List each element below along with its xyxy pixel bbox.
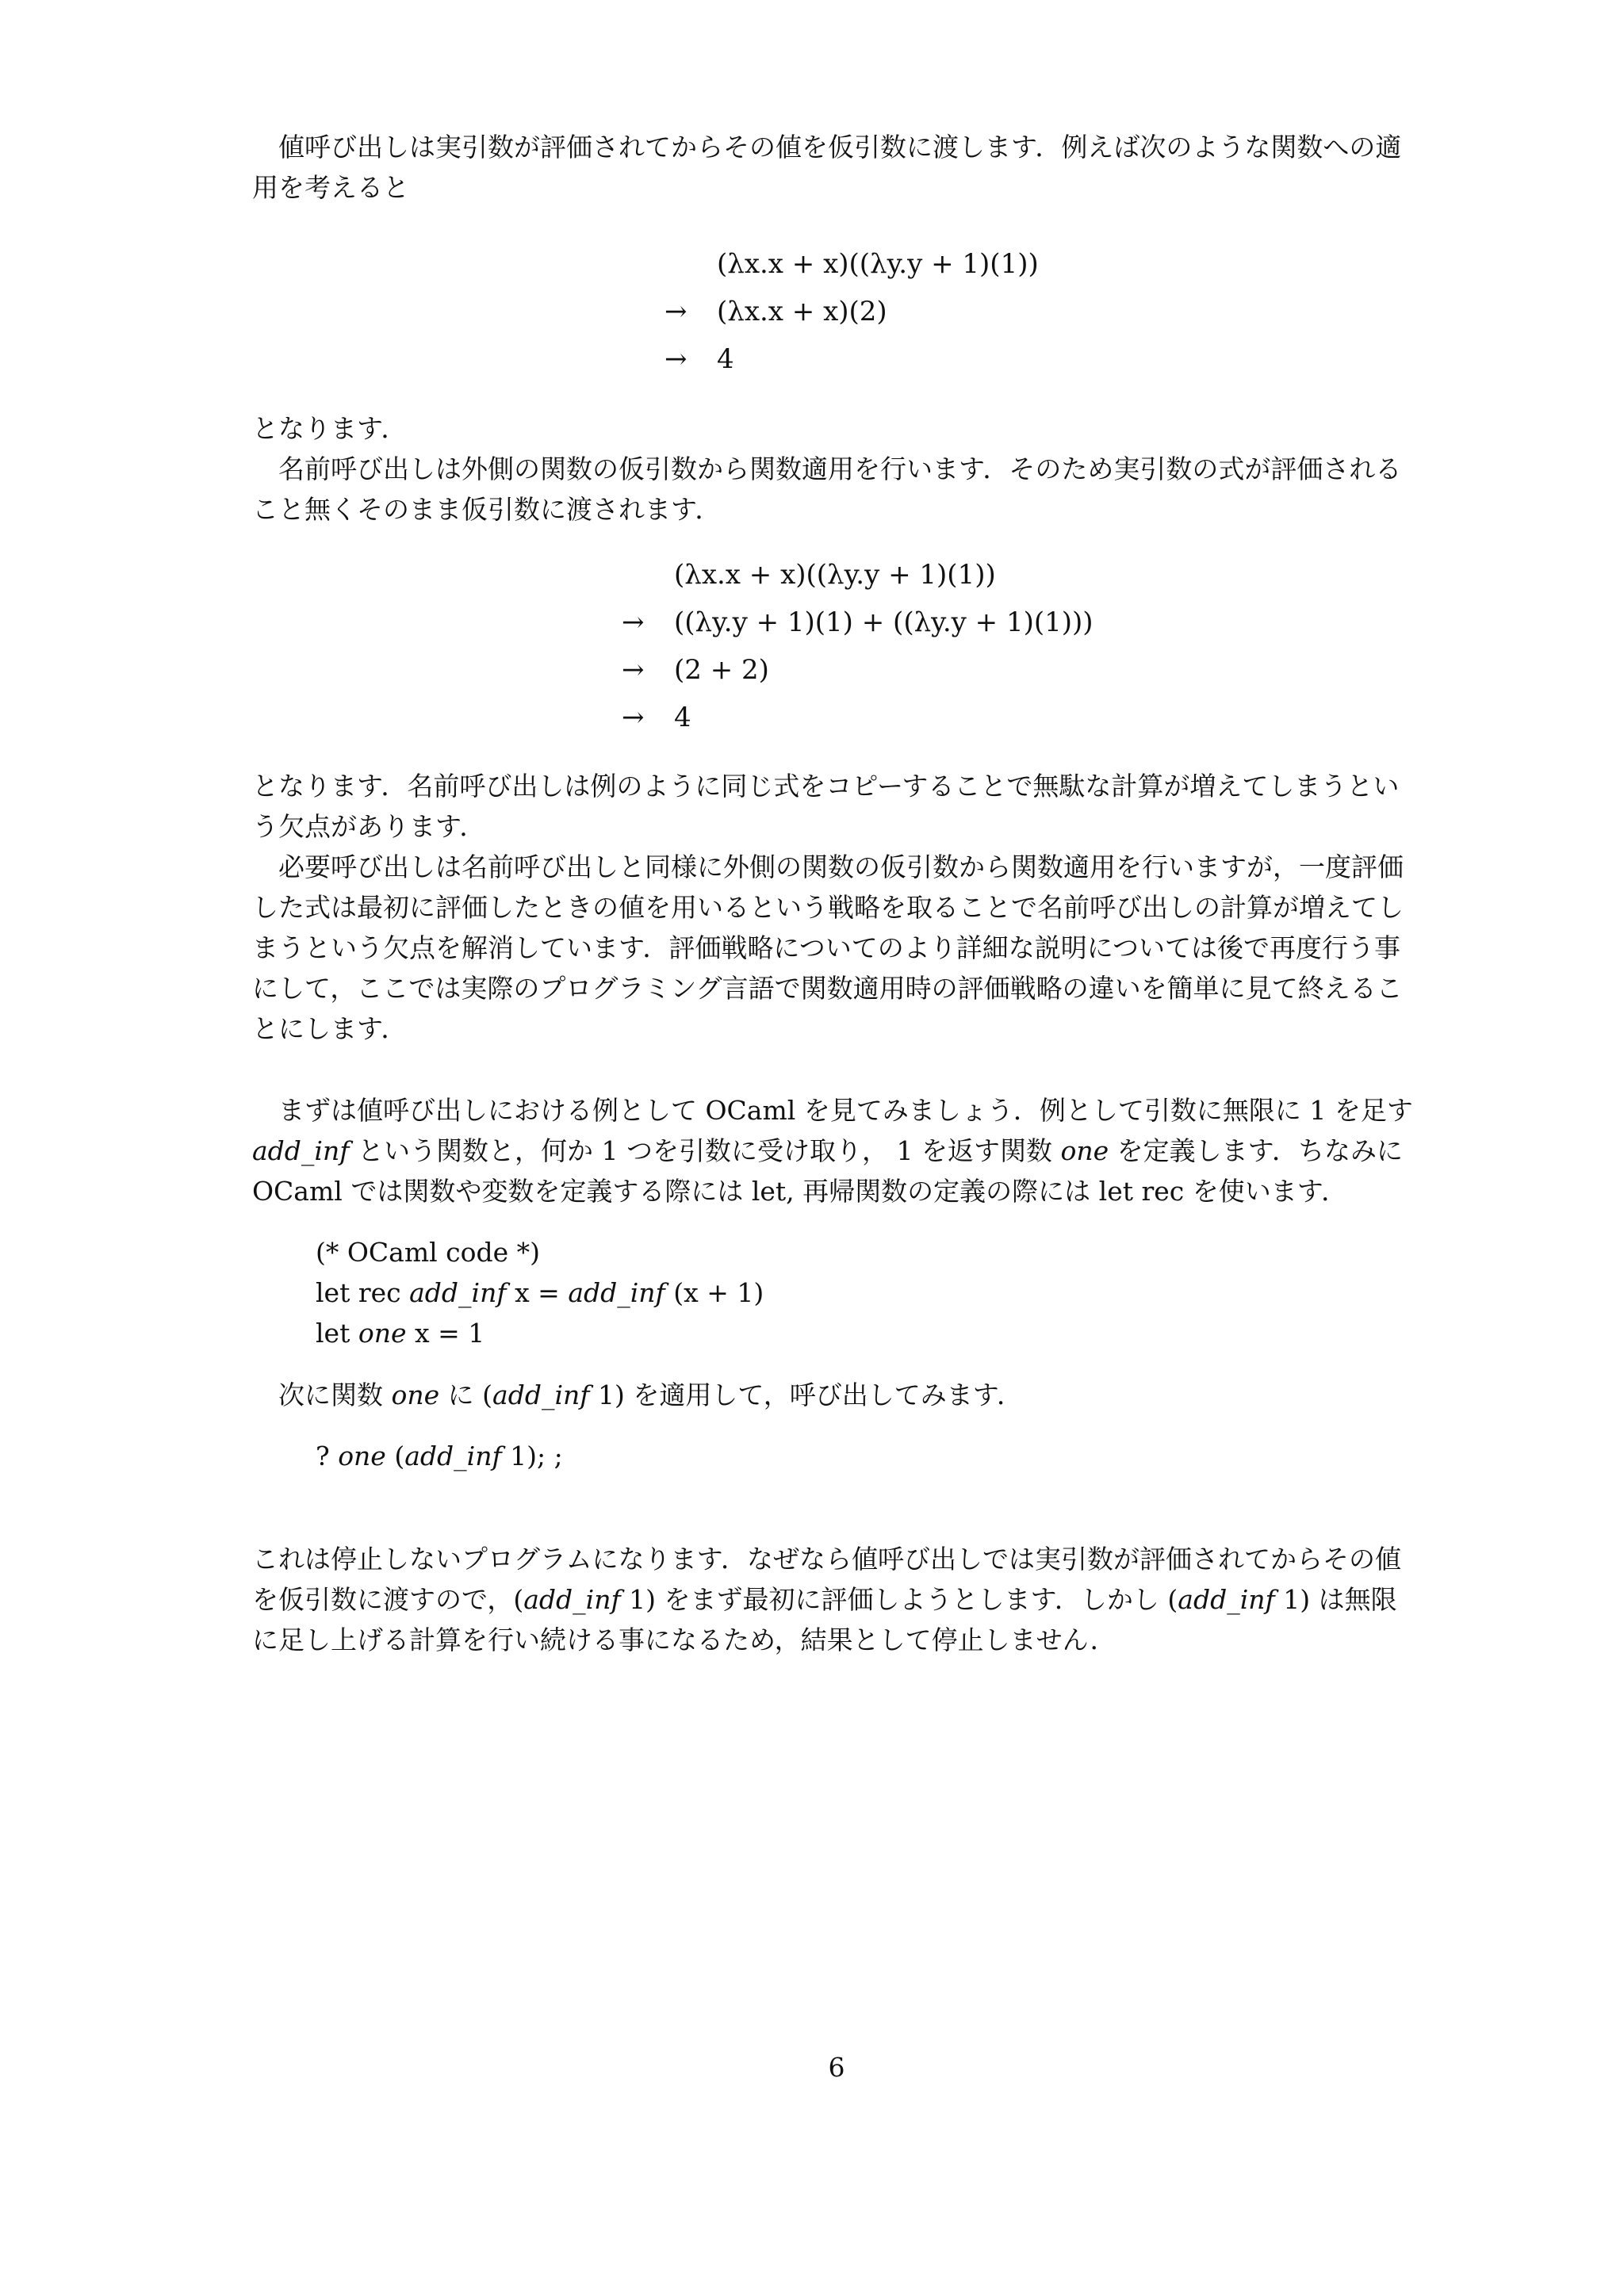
paragraph-call-by-value-intro: 値呼び出しは実引数が評価されてからその値を仮引数に渡します．例えば次のような関数への適用を考えると [252, 132, 1402, 203]
code-line-one: let one x = 1 [316, 1318, 485, 1349]
equation-line: → (λx.x + x)(2) [665, 295, 887, 327]
equation-line: → (2 + 2) [622, 653, 769, 686]
paragraph-call-by-need: 必要呼び出しは名前呼び出しと同様に外側の関数の仮引数から関数適用を行いますが，一度評価した式は最初に評価したときの値を用いるという戦略を取ることで名前呼び出しの計算が増えてしまうという欠点を解消しています．評価戦略についてのより詳細な説明については後で再度行う事にして，ここでは実際のプログラミング言語で関数適用時の評価戦略の違いを簡単に見て終えることにします． [252, 851, 1404, 1044]
equation-line: (λx.x + x)((λy.y + 1)(1)) [674, 558, 996, 591]
code-line-call: ? one (add_inf 1); ; [316, 1441, 563, 1471]
paragraph-non-termination: これは停止しないプログラムになります．なぜなら値呼び出しでは実引数が評価されてからその値を仮引数に渡すので，(add_inf 1) をまず最初に評価しようとします．しかし (add_inf 1) は無限に足し上げる計算を行い続ける事になるため，結果として停止しません． [252, 1544, 1402, 1655]
equation-line: → ((λy.y + 1)(1) + ((λy.y + 1)(1))) [622, 606, 1094, 638]
document-page [252, 0, 1421, 2296]
paragraph-result-1: となります． [252, 413, 408, 444]
equation-call-by-value [665, 240, 1039, 383]
paragraph-ocaml-intro: まずは値呼び出しにおける例として OCaml を見てみましょう．例として引数に無限に 1 を足す add_inf という関数と，何か 1 つを引数に受け取り， 1 を返す関数 one を定義します．ちなみに OCaml では関数や変数を定義する際には let, 再帰関数の定義の際には let rec を使います． [252, 1095, 1413, 1207]
equation-call-by-name [622, 551, 1094, 741]
equation-line: → 4 [622, 701, 691, 733]
code-block-ocaml [316, 1232, 764, 1353]
paragraph-call-by-name: 名前呼び出しは外側の関数の仮引数から関数適用を行います．そのため実引数の式が評価されること無くそのまま仮引数に渡されます． [252, 453, 1402, 525]
code-line-comment: (* OCaml code *) [316, 1237, 541, 1268]
paragraph-call-by-name-drawback: となります．名前呼び出しは例のように同じ式をコピーすることで無駄な計算が増えてしまうという欠点があります． [252, 771, 1400, 842]
equation-line: (λx.x + x)((λy.y + 1)(1)) [717, 247, 1039, 280]
code-line-add-inf: let rec add_inf x = add_inf (x + 1) [316, 1277, 764, 1308]
page-number: 6 [828, 2052, 845, 2083]
paragraph-apply: 次に関数 one に (add_inf 1) を適用して，呼び出してみます． [278, 1380, 1024, 1410]
code-block-call [316, 1436, 563, 1476]
equation-line: → 4 [665, 342, 734, 375]
